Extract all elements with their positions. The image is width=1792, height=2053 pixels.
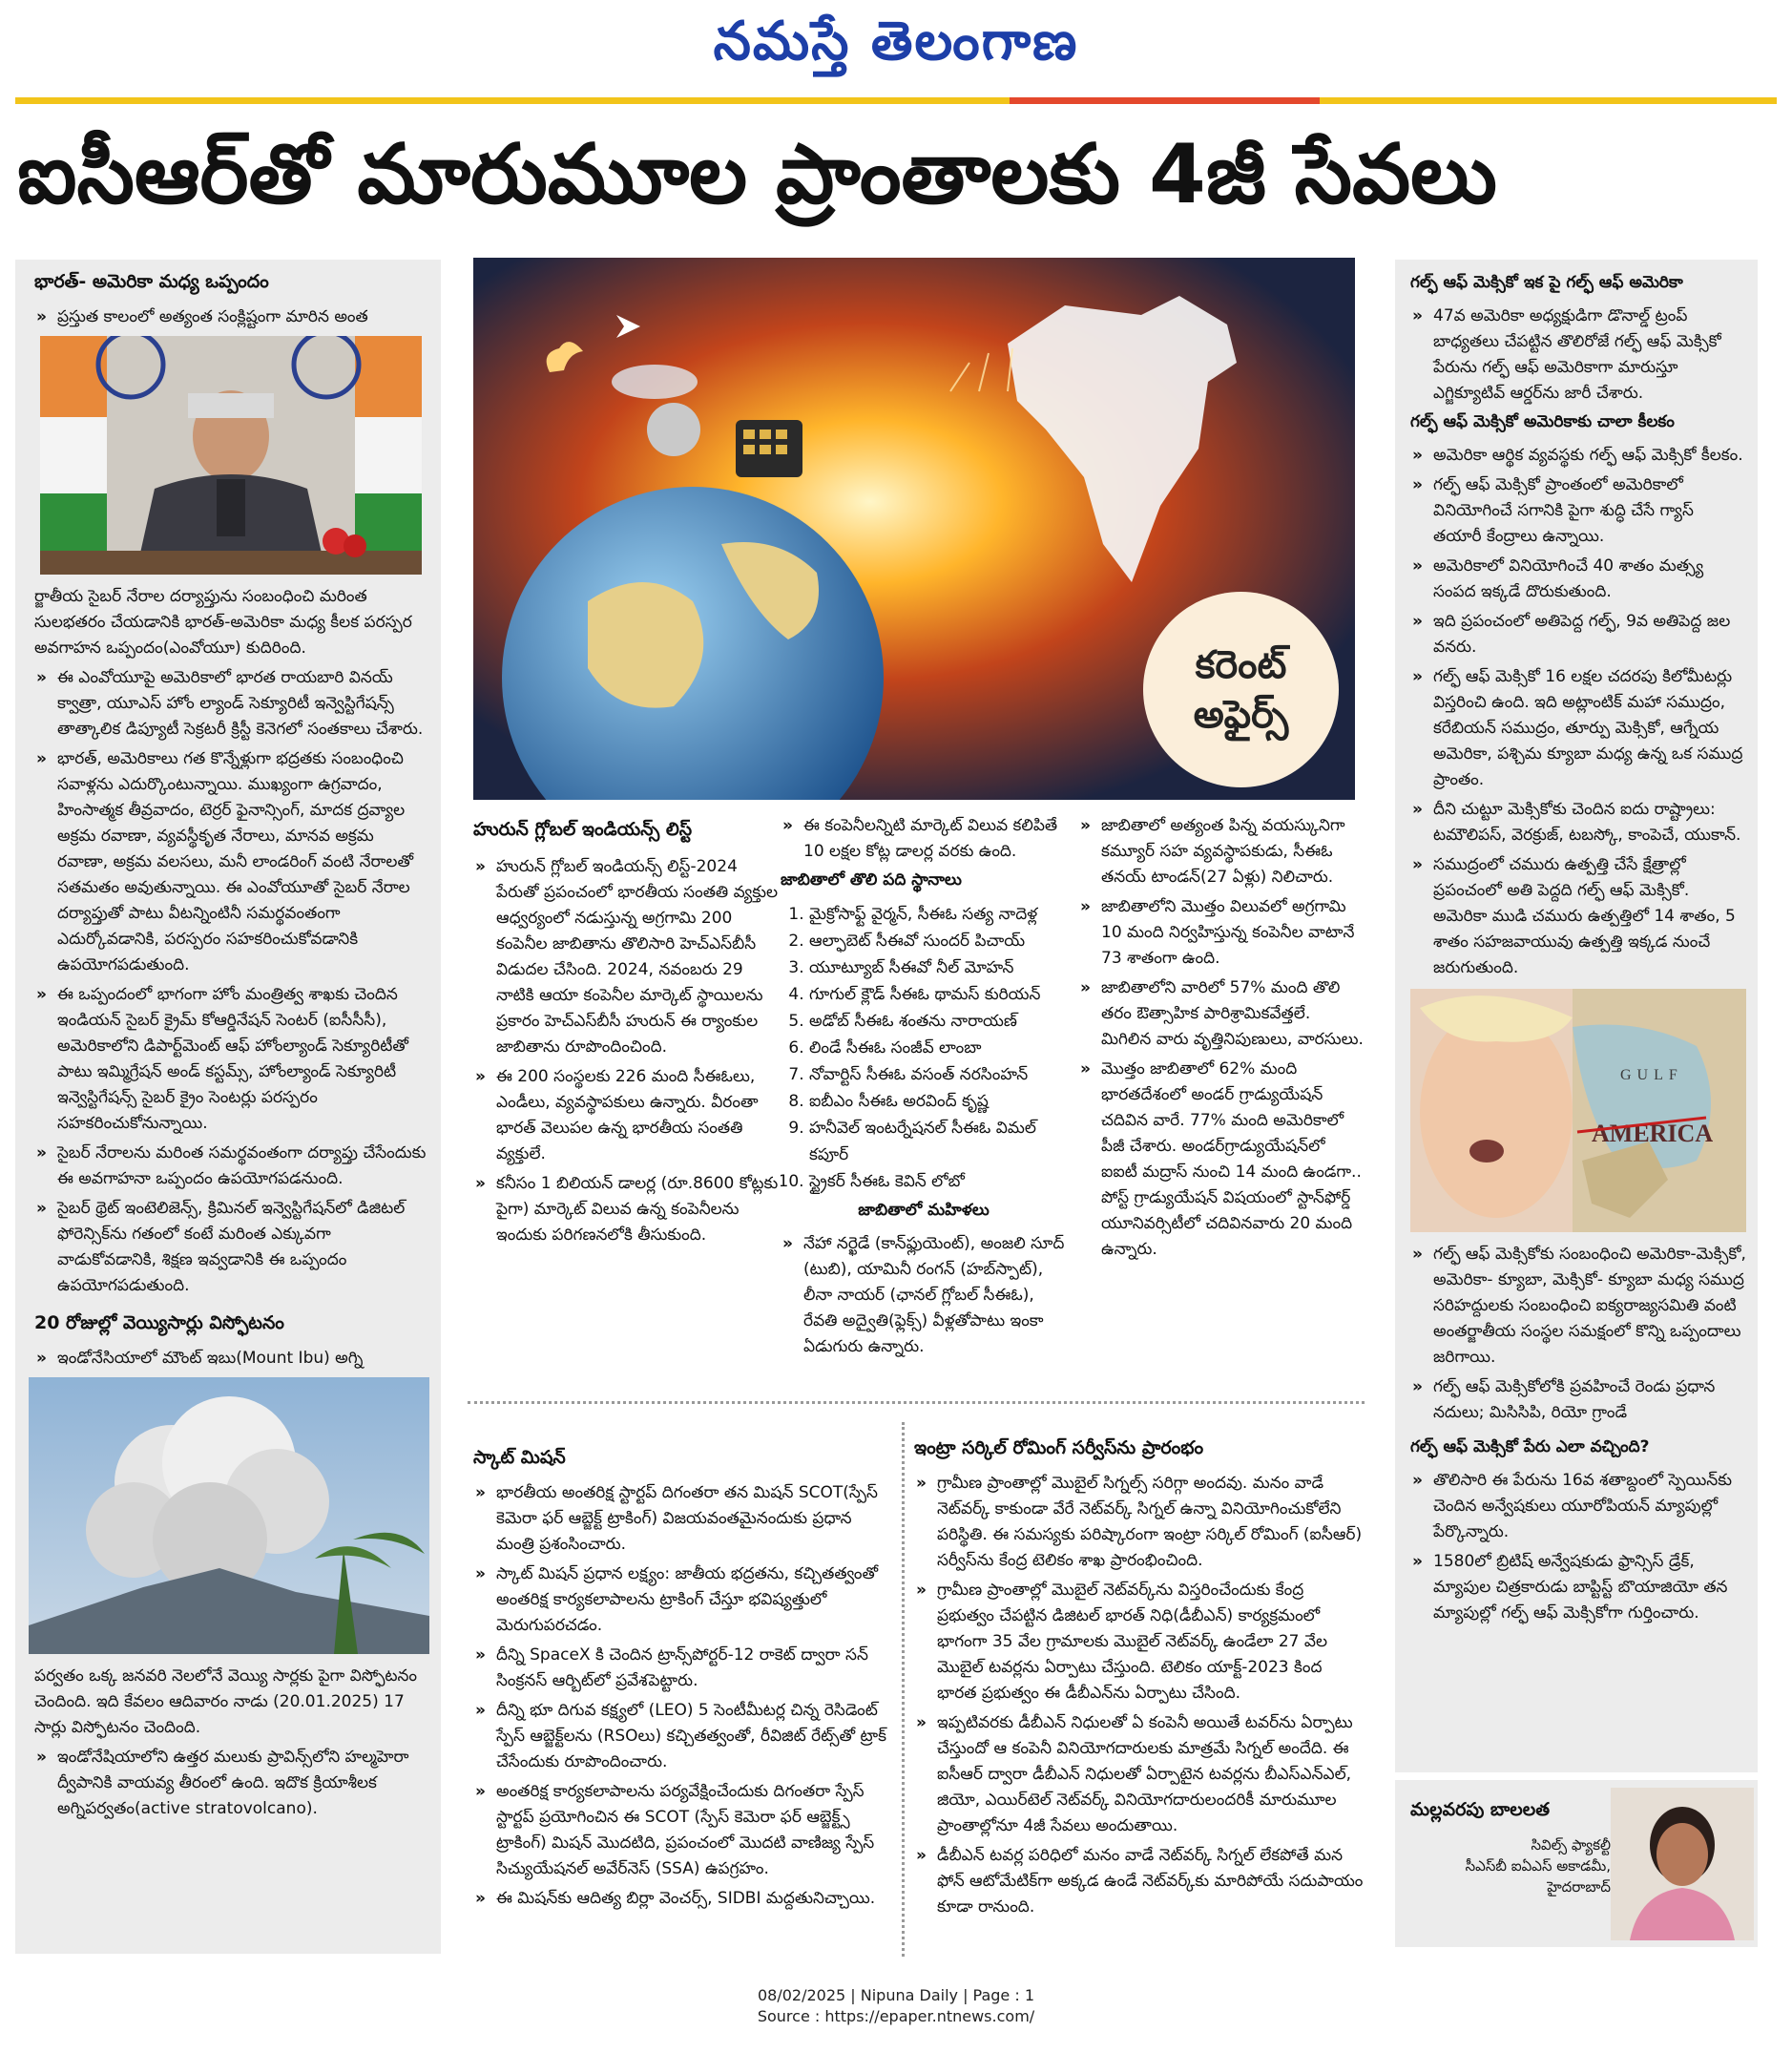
india-us-mou-body: ర్జాతీయ సైబర్ నేరాల దర్యాప్తును సంబంధించి మరింత సులభతరం చేయడానికి భారత్‌-అమెరికా మధ్య కీలక పరస్పర అవగాహన ఒప్పందం(ఎంవోయూ) కుదిరింది.: [34, 587, 412, 658]
hurun-section-col3: [1078, 813, 1365, 1376]
list-item: 5. అడోబ్ సీఈఓ శంతను నారాయణ్: [809, 1008, 1067, 1035]
list-item: » గల్ఫ్ ఆఫ్ మెక్సికోలోకి ప్రవహించే రెండు ప్రధాన నదులు; మిసిసిపి, రియో గ్రాండే: [1410, 1374, 1746, 1426]
list-item: » ఈ ఒప్పందంలో భాగంగా హోం మంత్రిత్వ శాఖకు చెందిన ఇండియన్ సైబర్ క్రైమ్ కోఆర్డినేషన్ సెంటర్ (ఐసీసీసీ), అమెరికాలోని డిపార్ట్‌మెంట్ ఆఫ్ హోంల్యాండ్ సెక్యూరిటీతో పాటు ఇమ్మిగ్రేషన్ అండ్ కస్టమ్స్, హోంల్యాండ్ సెక్యూరిటీ ఇన్వెస్టిగేషన్స్ సైబర్ క్రైం సెంటర్లు పరస్పరం సహకరించుకోనున్నాయి.: [34, 982, 427, 1137]
masthead: [0, 0, 1792, 91]
footer-source-line[interactable]: Source : https://epaper.ntnews.com/: [757, 2007, 1035, 2025]
page-footer: [0, 1985, 1792, 2027]
list-item: » 47వ అమెరికా అధ్యక్షుడిగా డొనాల్డ్ ట్రంప్ బాధ్యతలు చేపట్టిన తొలిరోజే గల్ఫ్ ఆఫ్ మెక్సికో పేరును గల్ఫ్ ఆఫ్ అమెరికాగా మారుస్తూ ఎగ్జిక్యూటివ్ ఆర్డర్‌ను జారీ చేశారు.: [1410, 304, 1746, 407]
list-item: » తొలిసారి ఈ పేరును 16వ శతాబ్దంలో స్పెయిన్‌కు చెందిన అన్వేషకులు యూరోపియన్ మ్యాపుల్లో పేర్కొన్నారు.: [1410, 1468, 1746, 1545]
list-item: » ఇది ప్రపంచంలో అతిపెద్ద గల్ఫ్, 9వ అతిపెద్ద జల వనరు.: [1410, 609, 1746, 660]
gulf-title: గల్ఫ్ ఆఫ్ మెక్సికో ఇక పై గల్ఫ్ ఆఫ్ అమెరికా: [1410, 273, 1683, 292]
list-item: 1. మైక్రోసాఫ్ట్ వైర్మన్, సీఈఓ సత్య నాదెళ్ల: [809, 901, 1067, 928]
list-item: » హురున్ గ్లోబల్ ఇండియన్స్ లిస్ట్-2024 పేరుతో ప్రపంచంలో భారతీయ సంతతి వ్యక్తుల ఆధ్వర్యంలో నడుస్తున్న అగ్రగామి 200 కంపెనీల జాబితాను తొలిసారి హెచ్‌ఎస్‌బీసీ విడుదల చేసింది. 2024, నవంబరు 29 నాటికి ఆయా కంపెనీల మార్కెట్ స్థాయిలను ప్రకారం హెచ్‌ఎస్‌బీసీ హురున్ ఈ ర్యాంకుల జాబితాను రూపొందించింది.: [473, 854, 781, 1060]
column-divider: [902, 1422, 905, 1957]
map-america-label: AMERICA: [1592, 1120, 1714, 1147]
list-item: » జాబితాలోని వారిలో 57% మంది తొలి తరం ఔత్సాహిక పారిశ్రామికవేత్తలే. మిగిలిన వారు వృత్తినిపుణులు, వారసులు.: [1078, 975, 1365, 1053]
list-item: » భారత్, అమెరికాలు గత కొన్నేళ్లుగా భద్రతకు సంబంధించి సవాళ్లను ఎదుర్కొంటున్నాయి. ముఖ్యంగా ఉగ్రవాదం, హింసాత్మక తీవ్రవాదం, టెర్రర్ ఫైనాన్సింగ్, మాదక ద్రవ్యాల అక్రమ రవాణా, వ్యవస్థీకృత నేరాలు, మానవ అక్రమ రవాణా, అక్రమ వలసలు, మనీ లాండరింగ్ వంటి నేరాలతో సతమతం అవుతున్నాయి. ఈ ఎంవోయూతో సైబర్ నేరాల దర్యాప్తుతో పాటు వీటన్నింటినీ సమర్థవంతంగా ఎదుర్కోవడానికి, పరస్పరం సహకరించుకోవడానికి ఉపయోగపడుతుంది.: [34, 746, 427, 978]
section-divider: [468, 1401, 1365, 1404]
list-item: » ఈ 200 సంస్థలకు 226 మంది సీఈఓలు, ఎండీలు, వ్యవస్థాపకులు ఉన్నారు. వీరంతా భారత్ వెలుపల ఉన్న భారతీయ సంతతి వ్యక్తులే.: [473, 1064, 781, 1167]
list-item: » స్కాట్ మిషన్ ప్రధాన లక్ష్యం: జాతీయ భద్రతను, కచ్చితత్వంతో అంతరిక్ష కార్యకలాపాలను ట్రాకింగ్ చేస్తూ భవిష్యత్తులో మెరుగుపరచడం.: [473, 1561, 889, 1639]
header-rule: [15, 97, 1777, 104]
page-headline: ఐసీఆర్‌తో మారుమూల ప్రాంతాలకు 4జీ సేవలు: [17, 127, 1497, 222]
author-role: సివిల్స్ ఫ్యాకల్టీ: [1531, 1836, 1611, 1854]
list-item: » ఈ కంపెనీలన్నిటి మార్కెట్ విలువ కలిపితే 10 లక్షల కోట్ల డాలర్ల వరకు ఉంది.: [781, 813, 1067, 865]
hurun-title: హురున్ గ్లోబల్ ఇండియన్స్ లిస్ట్: [473, 819, 693, 840]
badge-line2: అఫైర్స్: [1193, 692, 1289, 737]
list-item: » సైబర్ నేరాలను మరింత సమర్థవంతంగా దర్యాప్తు చేసేందుకు ఈ అవగాహనా ఒప్పందం ఉపయోగపడనుంది.: [34, 1141, 427, 1192]
list-item: » గ్రామీణ ప్రాంతాల్లో మొబైల్ నెట్‌వర్క్‌ను విస్తరించేందుకు కేంద్ర ప్రభుత్వం చేపట్టిన డిజిటల్ భారత్ నిధి(డీబీఎన్) కార్యక్రమంలో భాగంగా 35 వేల గ్రామాలకు మొబైల్ నెట్‌వర్క్ ఉండేలా 27 వేల మొబైల్ టవర్లను ఏర్పాటు చేస్తుంది. టెలికం యాక్ట్-2023 కింద భారత ప్రభుత్వం ఈ డీబీఎన్‌ను ఏర్పాటు చేసింది.: [914, 1578, 1365, 1707]
left-panel: [15, 260, 441, 1954]
india-us-mou-title: భారత్‌- అమెరికా మధ్య ఒప్పందం: [34, 271, 269, 292]
list-item: » దీని చుట్టూ మెక్సికోకు చెందిన ఐదు రాష్ట్రాలు: టమౌలిపస్, వెరక్రుజ్, టబస్కో, కాంపెచే, యుకాన్.: [1410, 797, 1746, 848]
list-item: » దీన్ని SpaceX కి చెందిన ట్రాన్స్‌పోర్టర్-12 రాకెట్ ద్వారా సన్ సింక్రనస్ ఆర్బిట్‌లో ప్రవేశపెట్టారు.: [473, 1643, 889, 1694]
gulf-sub2: గల్ఫ్ ఆఫ్ మెక్సికో పేరు ఎలా వచ్చింది?: [1410, 1437, 1650, 1456]
top10-title: జాబితాలో తొలి పది స్థానాలు: [781, 870, 962, 890]
list-item: 6. లిండే సీఈఓ సంజీవ్ లాంబా: [809, 1035, 1067, 1061]
list-item: » నేహా నర్ఖెడే (కాన్‌ఫ్లుయెంట్), అంజలి సూద్ (టుబి), యామినీ రంగన్ (హబ్‌స్పాట్), లీనా నాయర్ (ఛానల్ గ్లోబల్ సీఈఓ), రేవతి అద్వైతి(ఫ్లెక్స్) వీళ్లతోపాటు ఇంకా ఏడుగురు ఉన్నారు.: [781, 1231, 1067, 1360]
list-item: » ఈ ఎంవోయూపై అమెరికాలో భారత రాయబారి వినయ్ క్వాత్రా, యూఎస్ హోం ల్యాండ్ సెక్యూరిటీ ఇన్వెస్టిగేషన్స్ తాత్కాలిక డిప్యూటీ సెక్రటరీ క్రిస్టీ కెనెగలో సంతకాలు చేశారు.: [34, 665, 427, 743]
list-item: » సముద్రంలో చమురు ఉత్పత్తి చేసే క్షేత్రాల్లో ప్రపంచంలో అతి పెద్దది గల్ఫ్ ఆఫ్ మెక్సికో. అమెరికా ముడి చమురు ఉత్పత్తిలో 14 శాతం, 5 శాతం సహజవాయువు ఉత్పత్తి ఇక్కడ నుంచే జరుగుతుంది.: [1410, 852, 1746, 981]
volcano-title: 20 రోజుల్లో వెయ్యిసార్లు విస్ఫోటనం: [34, 1312, 284, 1333]
list-item: » జాబితాలో అత్యంత పిన్న వయస్కునిగా కమ్యూర్ సహ వ్యవస్థాపకుడు, సీఈఓ తనయ్ టాండన్(27 ఏళ్లు) నిలిచారు.: [1078, 813, 1365, 890]
list-item: 10. స్ట్రైకర్ సీఈఓ కెవిన్ లోబో: [809, 1168, 1067, 1195]
list-item: » సైబర్ థ్రెట్ ఇంటెలిజెన్స్, క్రిమినల్ ఇన్వెస్టిగేషన్‌లో డిజిటల్ ఫోరెన్సిక్‌ను గతంలో కంటే మరింత ఎక్కువగా వాడుకోవడానికి, శిక్షణ ఇవ్వడానికి ఈ ఒప్పందం ఉపయోగపడుతుంది.: [34, 1196, 427, 1299]
list-item: » గల్ఫ్ ఆఫ్ మెక్సికో 16 లక్షల చదరపు కిలోమీటర్లు విస్తరించి ఉంది. ఇది అట్లాంటిక్ మహా సముద్రం, కరేబియన్ సముద్రం, తూర్పు మెక్సికో, ఆగ్నేయ అమెరికా, పశ్చిమ క్యూబా మధ్య ఉన్న ఒక సముద్ర ప్రాంతం.: [1410, 664, 1746, 793]
list-item: » అమెరికాలో వినియోగించే 40 శాతం మత్స్య సంపద ఇక్కడే దొరుకుతుంది.: [1410, 554, 1746, 605]
list-item: 4. గూగుల్ క్లౌడ్ సీఈఓ థామస్ కురియన్: [809, 981, 1067, 1008]
list-item: » కనీసం 1 బిలియన్ డాలర్ల (రూ.8600 కోట్లకు పైగా) మార్కెట్ విలువ ఉన్న కంపెనీలను ఇందుకు పరిగణనలోకి తీసుకుంది.: [473, 1171, 781, 1248]
volcano-image: [29, 1377, 429, 1654]
scot-section: [473, 1441, 889, 1961]
india-us-mou-lead: » ప్రస్తుత కాలంలో అత్యంత సంక్లిష్టంగా మారిన అంత: [34, 304, 427, 330]
list-item: » ఇప్పటివరకు డీబీఎన్ నిధులతో ఏ కంపెనీ అయితే టవర్‌ను ఏర్పాటు చేస్తుందో ఆ కంపెనీ వినియోగదారులకు మాత్రమే సిగ్నల్ అందేది. ఈ ఐసీఆర్ ద్వారా డీబీఎన్ నిధులతో ఏర్పాటైన టవర్లను బీఎస్‌ఎన్‌ఎల్, జియో, ఎయిర్‌టెల్ నెట్‌వర్క్ వినియోగదారులందరికీ మారుమూల ప్రాంతాల్లోనూ 4జీ సేవలు అందుతాయి.: [914, 1710, 1365, 1839]
icr-section: [914, 1432, 1365, 1961]
author-city: హైదరాబాద్: [1547, 1878, 1611, 1896]
right-panel: [1395, 260, 1758, 1772]
list-item: 2. ఆల్ఫాబెట్ సీఈవో సుందర్ పిచాయ్: [809, 928, 1067, 954]
current-affairs-badge: [1143, 592, 1339, 787]
list-item: 3. యూట్యూబ్ సీఈవో నీల్ మోహన్: [809, 954, 1067, 981]
list-item: » 1580లో బ్రిటిష్ అన్వేషకుడు ఫ్రాన్సిస్ డ్రేక్, మ్యాపుల చిత్రకారుడు బాప్టిస్ట్ బొయాజియో తన మ్యాపుల్లో గల్ఫ్ ఆఫ్ మెక్సికోగా గుర్తించారు.: [1410, 1549, 1746, 1626]
list-item: » ఈ మిషన్‌కు ఆదిత్య బిర్లా వెంచర్స్, SIDBI మద్దతునిచ్చాయి.: [473, 1886, 889, 1912]
top10-list: [781, 901, 1067, 1195]
list-item: » జాబితాలోని మొత్తం విలువలో అగ్రగామి 10 మంది నిర్వహిస్తున్న కంపెనీల వాటానే 73 శాతంగా ఉంది.: [1078, 894, 1365, 972]
newspaper-logo[interactable]: నమస్తే తెలంగాణ: [713, 10, 1079, 73]
volcano-lead: » ఇండోనేసియాలో మౌంట్ ఇబు(Mount Ibu) అగ్ని: [34, 1346, 427, 1372]
list-item: » గ్రామీణ ప్రాంతాల్లో మొబైల్ సిగ్నల్స్ సరిగ్గా అందవు. మనం వాడే నెట్‌వర్క్ కాకుండా వేరే నెట్‌వర్క్ సిగ్నల్ ఉన్నా వినియోగించుకోలేని పరిస్థితి. ఈ సమస్యకు పరిష్కారంగా ఇంట్రా సర్కిల్ రోమింగ్ (ఐసీఆర్) సర్వీస్‌ను కేంద్ర టెలికం శాఖ ప్రారంభించింది.: [914, 1471, 1365, 1574]
avatar: [1611, 1788, 1754, 1940]
list-item: » మొత్తం జాబితాలో 62% మంది భారతదేశంలో అండర్ గ్రాడ్యుయేషన్ చదివిన వారే. 77% మంది అమెరికాలో పీజీ చేశారు. అండర్‌గ్రాడ్యుయేషన్‌లో ఐఐటీ మద్రాస్ నుంచి 14 మంది ఉండగా.. పోస్ట్ గ్రాడ్యుయేషన్ విషయంలో స్టాన్‌ఫోర్డ్ యూనివర్సిటీలో చదివినవారు 20 మంది ఉన్నారు.: [1078, 1057, 1365, 1263]
gulf-sub1: గల్ఫ్ ఆఫ్ మెక్సికో అమెరికాకు చాలా కీలకం: [1410, 412, 1675, 431]
volcano-photo: [29, 1377, 429, 1654]
list-item: 7. నోవార్టిస్ సీఈఓ వసంత్ నరసింహన్: [809, 1061, 1067, 1088]
diplomat-photo: [40, 336, 422, 575]
list-item: » అంతరిక్ష కార్యకలాపాలను పర్యవేక్షించేందుకు దిగంతరా స్పేస్ స్టార్టప్ ప్రయోగించిన ఈ SCOT (స్పేస్ కెమెరా ఫర్ ఆబ్జెక్ట్స్ ట్రాకింగ్) మిషన్ మొదటిది, ప్రపంచంలో మొదటి వాణిజ్య స్పేస్ సిచ్యుయేషనల్ అవేర్‌నెస్ (SSA) ఉపగ్రహం.: [473, 1779, 889, 1882]
list-item: » భారతీయ అంతరిక్ష స్టార్టప్ దిగంతరా తన మిషన్ SCOT(స్పేస్ కెమెరా ఫర్ ఆబ్జెక్ట్ ట్రాకింగ్) విజయవంతమైనందుకు ప్రధాన మంత్రి ప్రశంసించారు.: [473, 1480, 889, 1558]
list-item: 9. హనీవెల్ ఇంటర్నేషనల్ సీఈఓ విమల్ కపూర్: [809, 1115, 1067, 1168]
volcano-body: పర్వతం ఒక్క జనవరి నెలలోనే వెయ్యి సార్లకు పైగా విస్ఫోటనం చెందింది. ఇది కేవలం ఆదివారం నాడు (20.01.2025) 17 సార్లు విస్ఫోటనం చెందింది.: [34, 1666, 418, 1737]
list-item: » ఇండోనేషియాలోని ఉత్తర మలుకు ప్రావిన్స్‌లోని హల్మహెరా ద్వీపానికి వాయవ్య తీరంలో ఉంది. ఇదొక క్రియాశీలక అగ్నిపర్వతం(active stratovolcano).: [34, 1745, 427, 1822]
list-item: » గల్ఫ్ ఆఫ్ మెక్సికో ప్రాంతంలో అమెరికాలో వినియోగించే సగానికి పైగా శుద్ధి చేసే గ్యాస్ తయారీ కేంద్రాలు ఉన్నాయి.: [1410, 472, 1746, 550]
gulf-map-image: [1410, 989, 1746, 1232]
india-us-mou-bullets: [34, 665, 427, 1299]
list-item: » అమెరికా ఆర్థిక వ్యవస్థకు గల్ఫ్ ఆఫ్ మెక్సికో కీలకం.: [1410, 443, 1746, 469]
diplomat-image: [40, 336, 422, 575]
list-item: 8. ఐబీఎం సీఈఓ అరవింద్ కృష్ణ: [809, 1088, 1067, 1115]
list-item: » గల్ఫ్ ఆఫ్ మెక్సికోకు సంబంధించి అమెరికా-మెక్సికో, అమెరికా- క్యూబా, మెక్సికో- క్యూబా మధ్య సముద్ర సరిహద్దులకు సంబంధించి ఐక్యరాజ్యసమితి వంటి అంతర్జాతీయ సంస్థల సమక్షంలో కొన్ని ఒప్పందాలు జరిగాయి.: [1410, 1242, 1746, 1371]
header-rule-accent: [1010, 97, 1320, 104]
map-gulf-label: GULF: [1620, 1067, 1683, 1083]
badge-line1: కరెంట్: [1195, 642, 1287, 687]
trump-map-photo: [1410, 989, 1746, 1232]
icr-title: ఇంట్రా సర్కిల్ రోమింగ్ సర్వీస్‌ను ప్రారంభం: [914, 1437, 1204, 1458]
list-item: » దీన్ని భూ దిగువ కక్ష్యలో (LEO) 5 సెంటీమీటర్ల చిన్న రెసిడెంట్ స్పేస్ ఆబ్జెక్ట్‌లను (RSOలు) కచ్చితత్వంతో, రీవిజిట్ రేట్స్‌తో ట్రాక్ చేసేందుకు రూపొందించారు.: [473, 1698, 889, 1775]
author-name: మల్లవరపు బాలలత: [1410, 1799, 1551, 1820]
women-title: జాబితాలో మహిళలు: [858, 1201, 990, 1220]
author-photo: [1611, 1788, 1754, 1940]
scot-title: స్కాట్ మిషన్: [473, 1447, 566, 1468]
footer-date-line: 08/02/2025 | Nipuna Daily | Page : 1: [757, 1986, 1035, 2004]
hurun-section-col1: [473, 813, 781, 1376]
author-box: [1395, 1780, 1758, 1947]
hurun-section-col2: [781, 813, 1067, 1376]
list-item: » డీబీఎన్ టవర్ల పరిధిలో మనం వాడే నెట్‌వర్క్ సిగ్నల్ లేకపోతే మన ఫోన్ ఆటోమేటిక్‌గా అక్కడ ఉండే నెట్‌వర్క్‌కు మారిపోయే సదుపాయం కూడా రానుంది.: [914, 1843, 1365, 1920]
author-org: సీఎస్‌బీ ఐఏఎస్ అకాడమీ,: [1465, 1857, 1611, 1875]
